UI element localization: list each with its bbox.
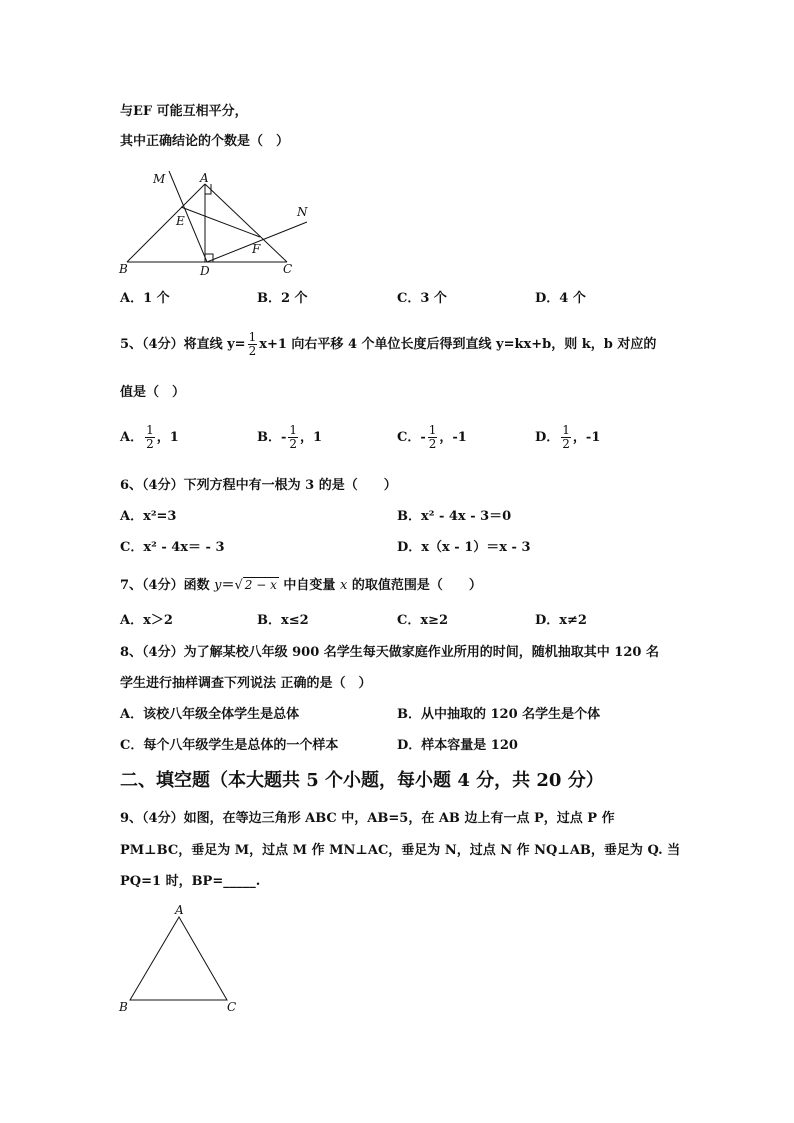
q5-fraction: [248, 331, 258, 358]
q5-b-label: B．: [257, 430, 281, 445]
label-A: A: [175, 903, 184, 917]
q5-a-den: 2: [146, 437, 154, 451]
q5-a-label: A．: [120, 430, 144, 445]
q5-option-d: [535, 423, 600, 453]
label-C: C: [283, 262, 293, 276]
q5-d-den: 2: [562, 437, 570, 451]
label-F: F: [252, 242, 261, 256]
q9-figure: [115, 900, 245, 1015]
q5-d-rest: ，-1: [572, 430, 601, 445]
q7-mid: 中自变量: [283, 578, 336, 593]
label-N: N: [297, 205, 308, 219]
q4-option-a: A．1 个: [120, 291, 170, 306]
q7-option-a: A．x＞2: [120, 613, 173, 628]
q5-b-rest: ，1: [300, 430, 323, 445]
q5-option-b: [257, 423, 322, 453]
label-M: M: [153, 172, 166, 186]
q4-option-b: B．2 个: [257, 291, 308, 306]
label-B: B: [119, 262, 128, 276]
label-B: B: [119, 1000, 128, 1014]
q5-a-num: 1: [146, 423, 154, 437]
q5-stem: [120, 330, 656, 360]
q5-d-num: 1: [562, 423, 570, 437]
label-A: A: [200, 171, 209, 185]
q5-c-label: C．: [397, 430, 421, 445]
q7-option-c: C．x≥2: [397, 613, 449, 628]
q7-x: x: [339, 578, 348, 593]
q5-option-c: [397, 423, 467, 453]
q5-frac-den: 2: [248, 344, 257, 358]
q5-c-frac: [428, 424, 438, 451]
q7-stem: [120, 576, 482, 595]
q5-b-den: 2: [289, 437, 298, 451]
q8-line2: 学生进行抽样调查下列说法 正确的是（ ）: [120, 676, 372, 691]
q5-c-den: 2: [428, 437, 437, 451]
q7-eq: ＝: [221, 578, 235, 593]
label-E: E: [176, 214, 185, 228]
q9-line3: PQ=1 时，BP=_____.: [120, 874, 261, 889]
q5-option-a: [120, 423, 179, 453]
section-heading: 二、填空题（本大题共 5 个小题，每小题 4 分，共 20 分）: [120, 770, 604, 791]
q5-d-frac: [561, 424, 571, 451]
q7-prefix: 7、（4分）函数: [120, 578, 210, 593]
q8-option-b: B．从中抽取的 120 名学生是个体: [397, 707, 601, 722]
q6-stem: 6、（4分）下列方程中有一根为 3 的是（ ）: [120, 478, 397, 493]
q6-option-b: B．x² - 4x - 3＝0: [397, 509, 512, 524]
q7-option-d: D．x≠2: [535, 613, 587, 628]
q4-figure: [115, 165, 325, 280]
q4-option-c: C．3 个: [397, 291, 447, 306]
q5-b-sign: -: [281, 430, 287, 445]
q8-option-a: A．该校八年级全体学生是总体: [120, 707, 300, 722]
q5-suffix: x+1 向右平移 4 个单位长度后得到直线 y=kx+b，则 k，b 对应的: [259, 337, 657, 352]
q6-option-a: A．x²=3: [120, 509, 177, 524]
q7-option-b: B．x≤2: [257, 613, 309, 628]
q6-option-c: C．x² - 4x＝ - 3: [120, 540, 225, 555]
q7-suffix: 的取值范围是（ ）: [351, 578, 482, 593]
q4-line1: 与EF 可能互相平分，: [120, 104, 248, 119]
label-D: D: [200, 264, 210, 278]
q9-line1: 9、（4分）如图，在等边三角形 ABC 中，AB=5，在 AB 边上有一点 P，过点 P 作: [120, 811, 615, 826]
q8-option-c: C．每个八年级学生是总体的一个样本: [120, 738, 339, 753]
q7-sqrt: √ 2 − x: [234, 578, 277, 593]
label-C: C: [227, 1000, 237, 1014]
q5-d-label: D．: [535, 430, 560, 445]
q5-a-frac: [145, 424, 155, 451]
q5-a-rest: ，1: [156, 430, 179, 445]
q5-c-sign: -: [420, 430, 426, 445]
q8-line1: 8、（4分）为了解某校八年级 900 名学生每天做家庭作业所用的时间，随机抽取其中 120 名: [120, 645, 659, 660]
q4-line2: 其中正确结论的个数是（ ）: [120, 134, 290, 149]
q5-frac-num: 1: [248, 330, 257, 344]
q7-y: y: [214, 578, 222, 593]
q5-line2: 值是（ ）: [120, 385, 186, 400]
q9-line2: PM⊥BC，垂足为 M，过点 M 作 MN⊥AC，垂足为 N，过点 N 作 NQ⊥AB，垂足为 Q. 当: [120, 843, 681, 858]
q5-c-rest: ，-1: [439, 430, 467, 445]
q5-b-frac: [288, 424, 298, 451]
q8-option-d: D．样本容量是 120: [397, 738, 518, 753]
q4-option-d: D．4 个: [535, 291, 586, 306]
q7-radicand: 2 − x: [244, 578, 277, 592]
q5-b-num: 1: [289, 423, 298, 437]
q5-c-num: 1: [428, 423, 437, 437]
q6-option-d: D．x（x - 1）＝x - 3: [397, 540, 531, 555]
q5-prefix: 5、（4分）将直线 y=: [120, 337, 246, 352]
